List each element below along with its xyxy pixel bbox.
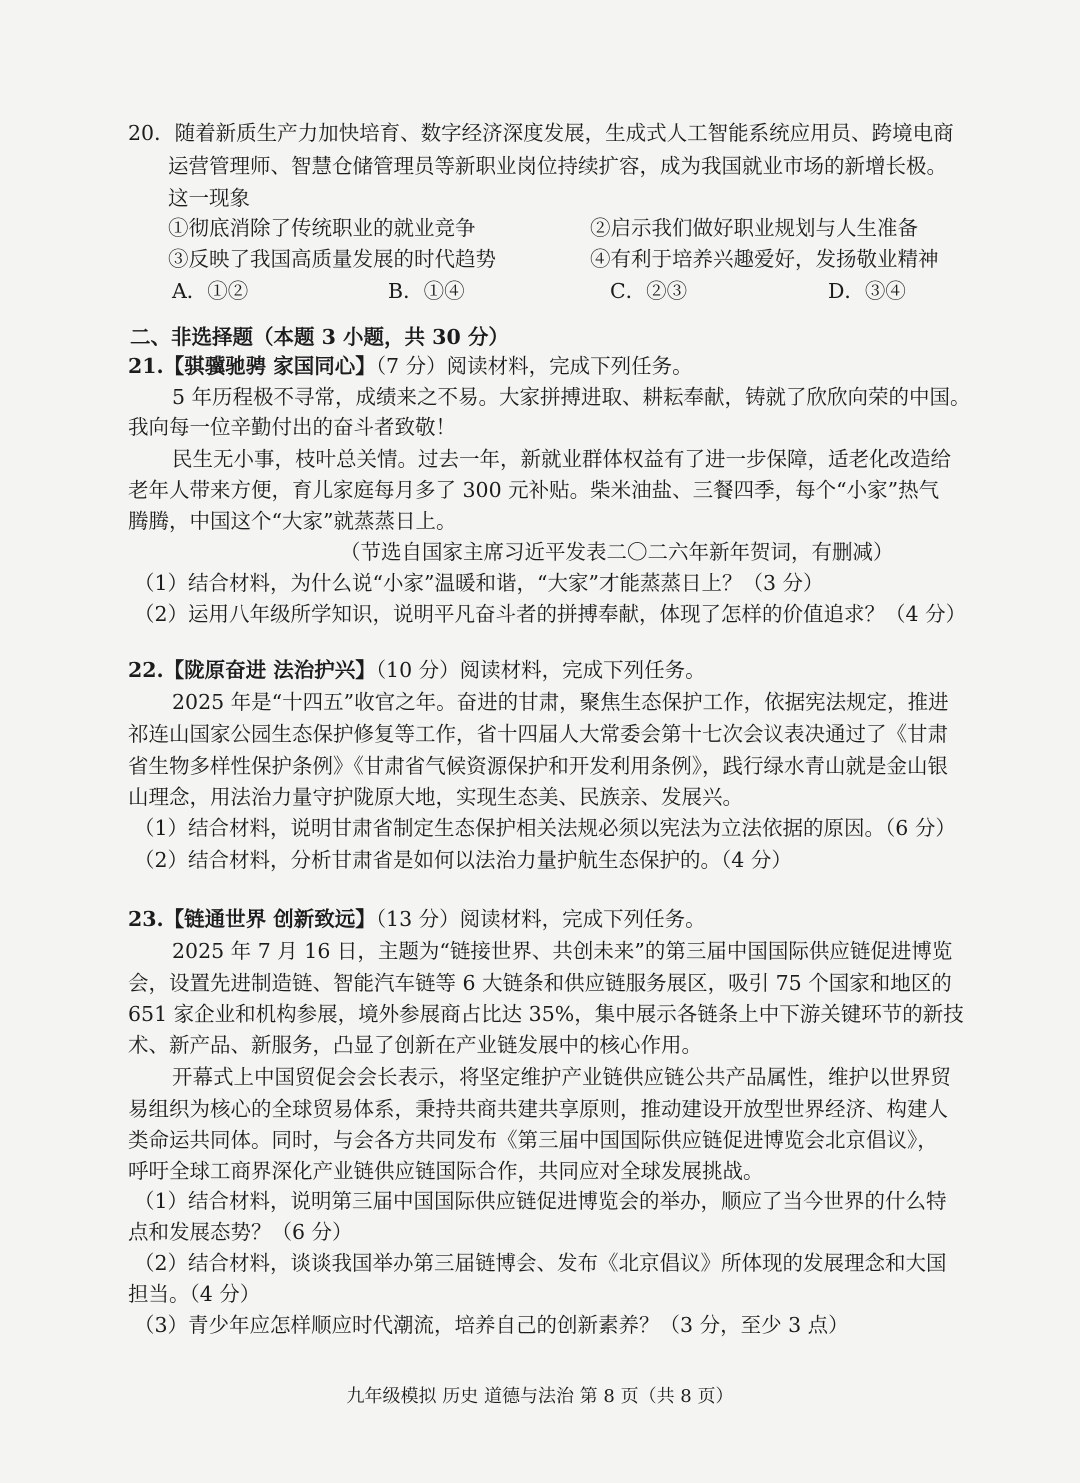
q22-material-line-1: 2025 年是“十四五”收官之年。奋进的甘肃，聚焦生态保护工作，依据宪法规定，推进 [172,690,949,714]
q23-instruction: （13 分）阅读材料，完成下列任务。 [375,907,706,931]
q20-statement-2: ②启示我们做好职业规划与人生准备 [590,216,918,240]
q20-option-b: B．①④ [388,279,465,303]
q21-material-p2-line-3: 腾腾，中国这个“大家”就蒸蒸日上。 [128,509,457,533]
q20-statement-4: ④有利于培养兴趣爱好，发扬敬业精神 [590,247,939,271]
q23-task-2-line-2: 担当。（4 分） [128,1282,261,1306]
q21-task-2: （2）运用八年级所学知识，说明平凡奋斗者的拼搏奉献，体现了怎样的价值追求？（4 分） [134,602,967,626]
q20-option-c: C．②③ [610,279,688,303]
q21-task-1: （1）结合材料，为什么说“小家”温暖和谐，“大家”才能蒸蒸日上？（3 分） [134,571,824,595]
q23-title: 【链通世界 创新致远】 [163,907,376,931]
q23-material-p1-line-4: 术、新产品、新服务，凸显了创新在产业链发展中的核心作用。 [128,1033,702,1057]
q21-material-p2-line-2: 老年人带来方便，育儿家庭每月多了 300 元补贴。柴米油盐、三餐四季，每个“小家”热气 [128,478,940,502]
q21-material-p2-line-1: 民生无小事，枝叶总关情。过去一年，新就业群体权益有了进一步保障，适老化改造给 [172,447,951,471]
q22-number: 22. [128,658,164,682]
q20-statement-3: ③反映了我国高质量发展的时代趋势 [168,247,496,271]
q23-material-p1-line-1: 2025 年 7 月 16 日，主题为“链接世界、共创未来”的第三届中国国际供应链促进博览 [172,939,953,963]
q23-material-p2-line-3: 类命运共同体。同时，与会各方共同发布《第三届中国国际供应链促进博览会北京倡议》， [128,1128,938,1152]
q20-stem-line-1: 20．随着新质生产力加快培育、数字经济深度发展，生成式人工智能系统应用员、跨境电商 [128,121,954,145]
section-2-title: 二、非选择题（本题 3 小题，共 30 分） [130,325,509,349]
q23-material-p2-line-1: 开幕式上中国贸促会会长表示，将坚定维护产业链供应链公共产品属性，维护以世界贸 [172,1065,951,1089]
q21-source: （节选自国家主席习近平发表二〇二六年新年贺词，有删减） [340,540,894,564]
q21-instruction: （7 分）阅读材料，完成下列任务。 [375,354,693,378]
q23-task-3: （3）青少年应怎样顺应时代潮流，培养自己的创新素养？（3 分，至少 3 点） [134,1313,849,1337]
q22-task-2: （2）结合材料，分析甘肃省是如何以法治力量护航生态保护的。（4 分） [134,848,792,872]
q22-material-line-4: 山理念，用法治力量守护陇原大地，实现生态美、民族亲、发展兴。 [128,785,743,809]
q21-heading [128,352,693,380]
q23-material-p1-line-3: 651 家企业和机构参展，境外参展商占比达 35%，集中展示各链条上中下游关键环节的新技 [128,1002,964,1026]
q23-material-p2-line-2: 易组织为核心的全球贸易体系，秉持共商共建共享原则，推动建设开放型世界经济、构建人 [128,1097,948,1121]
q21-number: 21. [128,354,164,378]
q20-option-d: D．③④ [828,279,906,303]
q20-stem-line-2: 运营管理师、智慧仓储管理员等新职业岗位持续扩容，成为我国就业市场的新增长极。 [168,154,947,178]
q21-material-p1-line-2: 我向每一位辛勤付出的奋斗者致敬！ [128,415,456,439]
q21-material-p1-line-1: 5 年历程极不寻常，成绩来之不易。大家拼搏进取、耕耘奉献，铸就了欣欣向荣的中国。 [172,385,971,409]
q21-title: 【骐骥驰骋 家国同心】 [163,354,376,378]
q22-instruction: （10 分）阅读材料，完成下列任务。 [375,658,706,682]
q20-stem-line-3: 这一现象 [168,186,250,210]
q22-title: 【陇原奋进 法治护兴】 [163,658,376,682]
q22-task-1: （1）结合材料，说明甘肃省制定生态保护相关法规必须以宪法为立法依据的原因。（6 分） [134,816,956,840]
q22-heading [128,656,706,684]
q20-option-a: A．①② [172,279,249,303]
q20-statement-1: ①彻底消除了传统职业的就业竞争 [168,216,476,240]
q23-task-1-line-1: （1）结合材料，说明第三届中国国际供应链促进博览会的举办，顺应了当今世界的什么特 [134,1189,947,1213]
q23-task-2-line-1: （2）结合材料，谈谈我国举办第三届链博会、发布《北京倡议》所体现的发展理念和大国 [134,1251,947,1275]
q23-heading [128,905,706,933]
q23-task-1-line-2: 点和发展态势？（6 分） [128,1220,353,1244]
q23-material-p2-line-4: 呼吁全球工商界深化产业链供应链国际合作，共同应对全球发展挑战。 [128,1159,764,1183]
q22-material-line-2: 祁连山国家公园生态保护修复等工作，省十四届人大常委会第十七次会议表决通过了《甘肃 [128,722,948,746]
q23-number: 23. [128,907,164,931]
page-footer: 九年级模拟 历史 道德与法治 第 8 页（共 8 页） [346,1386,734,1407]
q23-material-p1-line-2: 会，设置先进制造链、智能汽车链等 6 大链条和供应链服务展区，吸引 75 个国家和地区的 [128,971,952,995]
q22-material-line-3: 省生物多样性保护条例》《甘肃省气候资源保护和开发利用条例》，践行绿水青山就是金山银 [128,754,948,778]
